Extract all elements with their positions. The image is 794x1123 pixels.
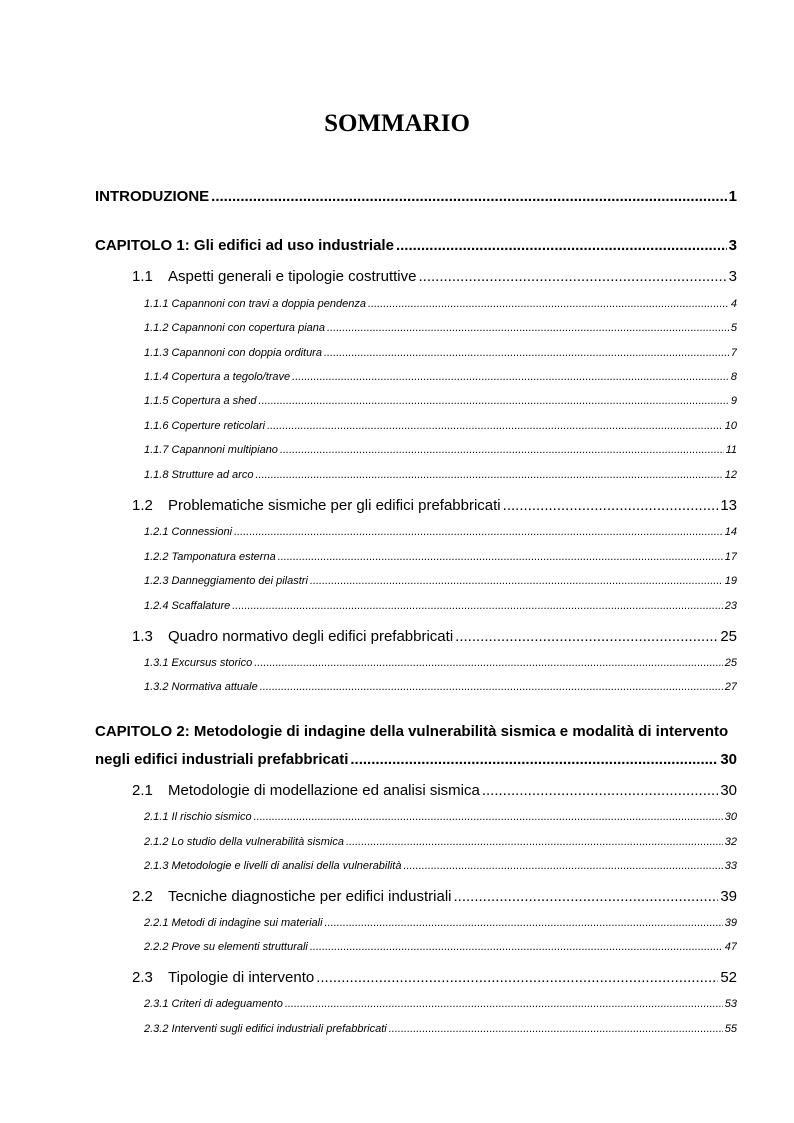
toc-page-number: 10 (724, 420, 737, 432)
toc-entry-1-2-3[interactable] (144, 575, 737, 587)
toc-leader-dots (482, 782, 718, 799)
toc-leader-dots (278, 551, 723, 563)
toc-label: INTRODUZIONE (95, 188, 210, 205)
toc-label: 1.1.1 Capannoni con travi a doppia pendenza (144, 298, 367, 310)
toc-label: 1.1.3 Capannoni con doppia orditura (144, 347, 322, 359)
toc-page-number: 1 (728, 188, 737, 205)
toc-section-number: 2.2 (132, 888, 153, 905)
toc-leader-dots (310, 575, 723, 587)
toc-section-number: 1.1 (132, 268, 153, 285)
toc-page-number: 33 (724, 860, 737, 872)
toc-entry-1-1-2[interactable] (144, 322, 737, 334)
toc-page-number: 32 (724, 836, 737, 848)
toc-leader-dots (232, 600, 723, 612)
toc-entry-section-2-2[interactable] (132, 888, 737, 905)
toc-leader-dots (211, 188, 726, 205)
toc-page-number: 52 (720, 969, 737, 986)
toc-leader-dots (259, 395, 729, 407)
toc-entry-2-2-1[interactable] (144, 917, 737, 929)
toc-page-number: 4 (730, 298, 737, 310)
toc-page-number: 3 (728, 268, 737, 285)
toc-page-number: 13 (720, 497, 737, 514)
toc-leader-dots (260, 681, 723, 693)
toc-page-number: 23 (724, 600, 737, 612)
toc-entry-section-2-1[interactable] (132, 782, 737, 799)
toc-leader-dots (234, 526, 723, 538)
toc-page-number: 55 (724, 1023, 737, 1035)
toc-page-number: 25 (724, 657, 737, 669)
toc-label: negli edifici industriali prefabbricati (95, 751, 349, 768)
toc-leader-dots (285, 998, 723, 1010)
toc-entry-1-2-1[interactable] (144, 526, 737, 538)
toc-leader-dots (324, 347, 729, 359)
toc-leader-dots (455, 628, 718, 645)
toc-entry-1-1-5[interactable] (144, 395, 737, 407)
toc-label: Quadro normativo degli edifici prefabbricati (168, 628, 454, 645)
toc-leader-dots (403, 860, 722, 872)
toc-section-number: 1.3 (132, 628, 153, 645)
toc-page-number: 17 (724, 551, 737, 563)
toc-label: 1.1.6 Coperture reticolari (144, 420, 266, 432)
toc-label: Metodologie di modellazione ed analisi sismica (168, 782, 480, 799)
toc-entry-introduzione[interactable] (95, 188, 737, 205)
toc-section-number: 2.1 (132, 782, 153, 799)
toc-entry-section-1-2[interactable] (132, 497, 737, 514)
toc-entry-2-1-3[interactable] (144, 860, 737, 872)
toc-leader-dots (310, 941, 723, 953)
toc-entry-1-1-8[interactable] (144, 469, 737, 481)
toc-section-number: 2.3 (132, 969, 153, 986)
toc-entry-section-2-3[interactable] (132, 969, 737, 986)
toc-leader-dots (327, 322, 729, 334)
toc-label: 1.1.8 Strutture ad arco (144, 469, 254, 481)
toc-label: Problematiche sismiche per gli edifici prefabbricati (168, 497, 501, 514)
toc-label: 2.1.1 Il rischio sismico (144, 811, 252, 823)
toc-page-number: 5 (730, 322, 737, 334)
toc-entry-1-3-2[interactable] (144, 681, 737, 693)
toc-page-number: 25 (720, 628, 737, 645)
toc-entry-1-1-6[interactable] (144, 420, 737, 432)
toc-leader-dots (316, 969, 718, 986)
toc-page-number: 12 (724, 469, 737, 481)
toc-label: 1.2.3 Danneggiamento dei pilastri (144, 575, 308, 587)
toc-page-number: 3 (728, 237, 737, 254)
toc-entry-1-1-1[interactable] (144, 298, 737, 310)
toc-page-number: 53 (724, 998, 737, 1010)
toc-page-number: 14 (724, 526, 737, 538)
toc-label: 1.1.5 Copertura a shed (144, 395, 257, 407)
toc-page-number: 30 (720, 782, 737, 799)
toc-leader-dots (292, 371, 729, 383)
toc-leader-dots (255, 469, 722, 481)
toc-label: 1.1.4 Copertura a tegolo/trave (144, 371, 291, 383)
page-title: SOMMARIO (324, 110, 470, 137)
toc-entry-1-1-4[interactable] (144, 371, 737, 383)
toc-leader-dots (396, 237, 727, 254)
toc-leader-dots (254, 811, 723, 823)
toc-leader-dots (389, 1023, 723, 1035)
toc-chapter-2-title-line1[interactable]: CAPITOLO 2: Metodologie di indagine della vulnerabilità sismica e modalità di intervento (95, 723, 729, 740)
toc-label: 2.1.3 Metodologie e livelli di analisi della vulnerabilità (144, 860, 402, 872)
toc-label: 2.3.1 Criteri di adeguamento (144, 998, 283, 1010)
toc-page-number: 7 (730, 347, 737, 359)
toc-entry-2-3-1[interactable] (144, 998, 737, 1010)
toc-label: 2.2.1 Metodi di indagine sui materiali (144, 917, 323, 929)
toc-page-number: 11 (725, 444, 737, 456)
toc-page-number: 39 (720, 888, 737, 905)
toc-label: 1.3.1 Excursus storico (144, 657, 253, 669)
toc-label: Aspetti generali e tipologie costruttive (168, 268, 417, 285)
toc-entry-1-2-2[interactable] (144, 551, 737, 563)
toc-leader-dots (346, 836, 723, 848)
toc-leader-dots (280, 444, 724, 456)
toc-entry-2-3-2[interactable] (144, 1023, 737, 1035)
toc-label: 2.2.2 Prove su elementi strutturali (144, 941, 308, 953)
toc-label: 1.1.2 Capannoni con copertura piana (144, 322, 326, 334)
toc-leader-dots (454, 888, 719, 905)
toc-page-number: 8 (730, 371, 737, 383)
toc-entry-section-1-1[interactable] (132, 268, 737, 285)
toc-entry-1-1-3[interactable] (144, 347, 737, 359)
toc-label: 2.1.2 Lo studio della vulnerabilità sismica (144, 836, 344, 848)
toc-label: 2.3.2 Interventi sugli edifici industriali prefabbricati (144, 1023, 387, 1035)
toc-entry-section-1-3[interactable] (132, 628, 737, 645)
toc-leader-dots (503, 497, 719, 514)
toc-section-number: 1.2 (132, 497, 153, 514)
toc-page-number: 19 (724, 575, 737, 587)
toc-entry-1-3-1[interactable] (144, 657, 737, 669)
toc-leader-dots (368, 298, 729, 310)
toc-leader-dots (418, 268, 726, 285)
toc-label: 1.1.7 Capannoni multipiano (144, 444, 278, 456)
toc-page-number: 47 (724, 941, 737, 953)
toc-leader-dots (350, 751, 718, 768)
toc-leader-dots (254, 657, 723, 669)
toc-entry-2-1-2[interactable] (144, 836, 737, 848)
toc-entry-chapter-1[interactable] (95, 237, 737, 254)
toc-label: 1.2.4 Scaffalature (144, 600, 231, 612)
toc-page-number: 9 (730, 395, 737, 407)
toc-page-number: 27 (724, 681, 737, 693)
toc-label: 1.2.2 Tamponatura esterna (144, 551, 276, 563)
toc-entry-1-1-7[interactable] (144, 444, 737, 456)
toc-label: 1.3.2 Normativa attuale (144, 681, 258, 693)
toc-entry-chapter-2[interactable] (95, 751, 737, 768)
toc-leader-dots (267, 420, 723, 432)
toc-page-number: 30 (720, 751, 737, 768)
toc-label: CAPITOLO 1: Gli edifici ad uso industriale (95, 237, 394, 254)
toc-entry-2-1-1[interactable] (144, 811, 737, 823)
toc-leader-dots (325, 917, 723, 929)
toc-label: Tecniche diagnostiche per edifici industriali (168, 888, 452, 905)
toc-label: Tipologie di intervento (168, 969, 315, 986)
toc-entry-1-2-4[interactable] (144, 600, 737, 612)
toc-label: 1.2.1 Connessioni (144, 526, 233, 538)
toc-entry-2-2-2[interactable] (144, 941, 737, 953)
toc-page-number: 39 (724, 917, 737, 929)
toc-page-number: 30 (724, 811, 737, 823)
